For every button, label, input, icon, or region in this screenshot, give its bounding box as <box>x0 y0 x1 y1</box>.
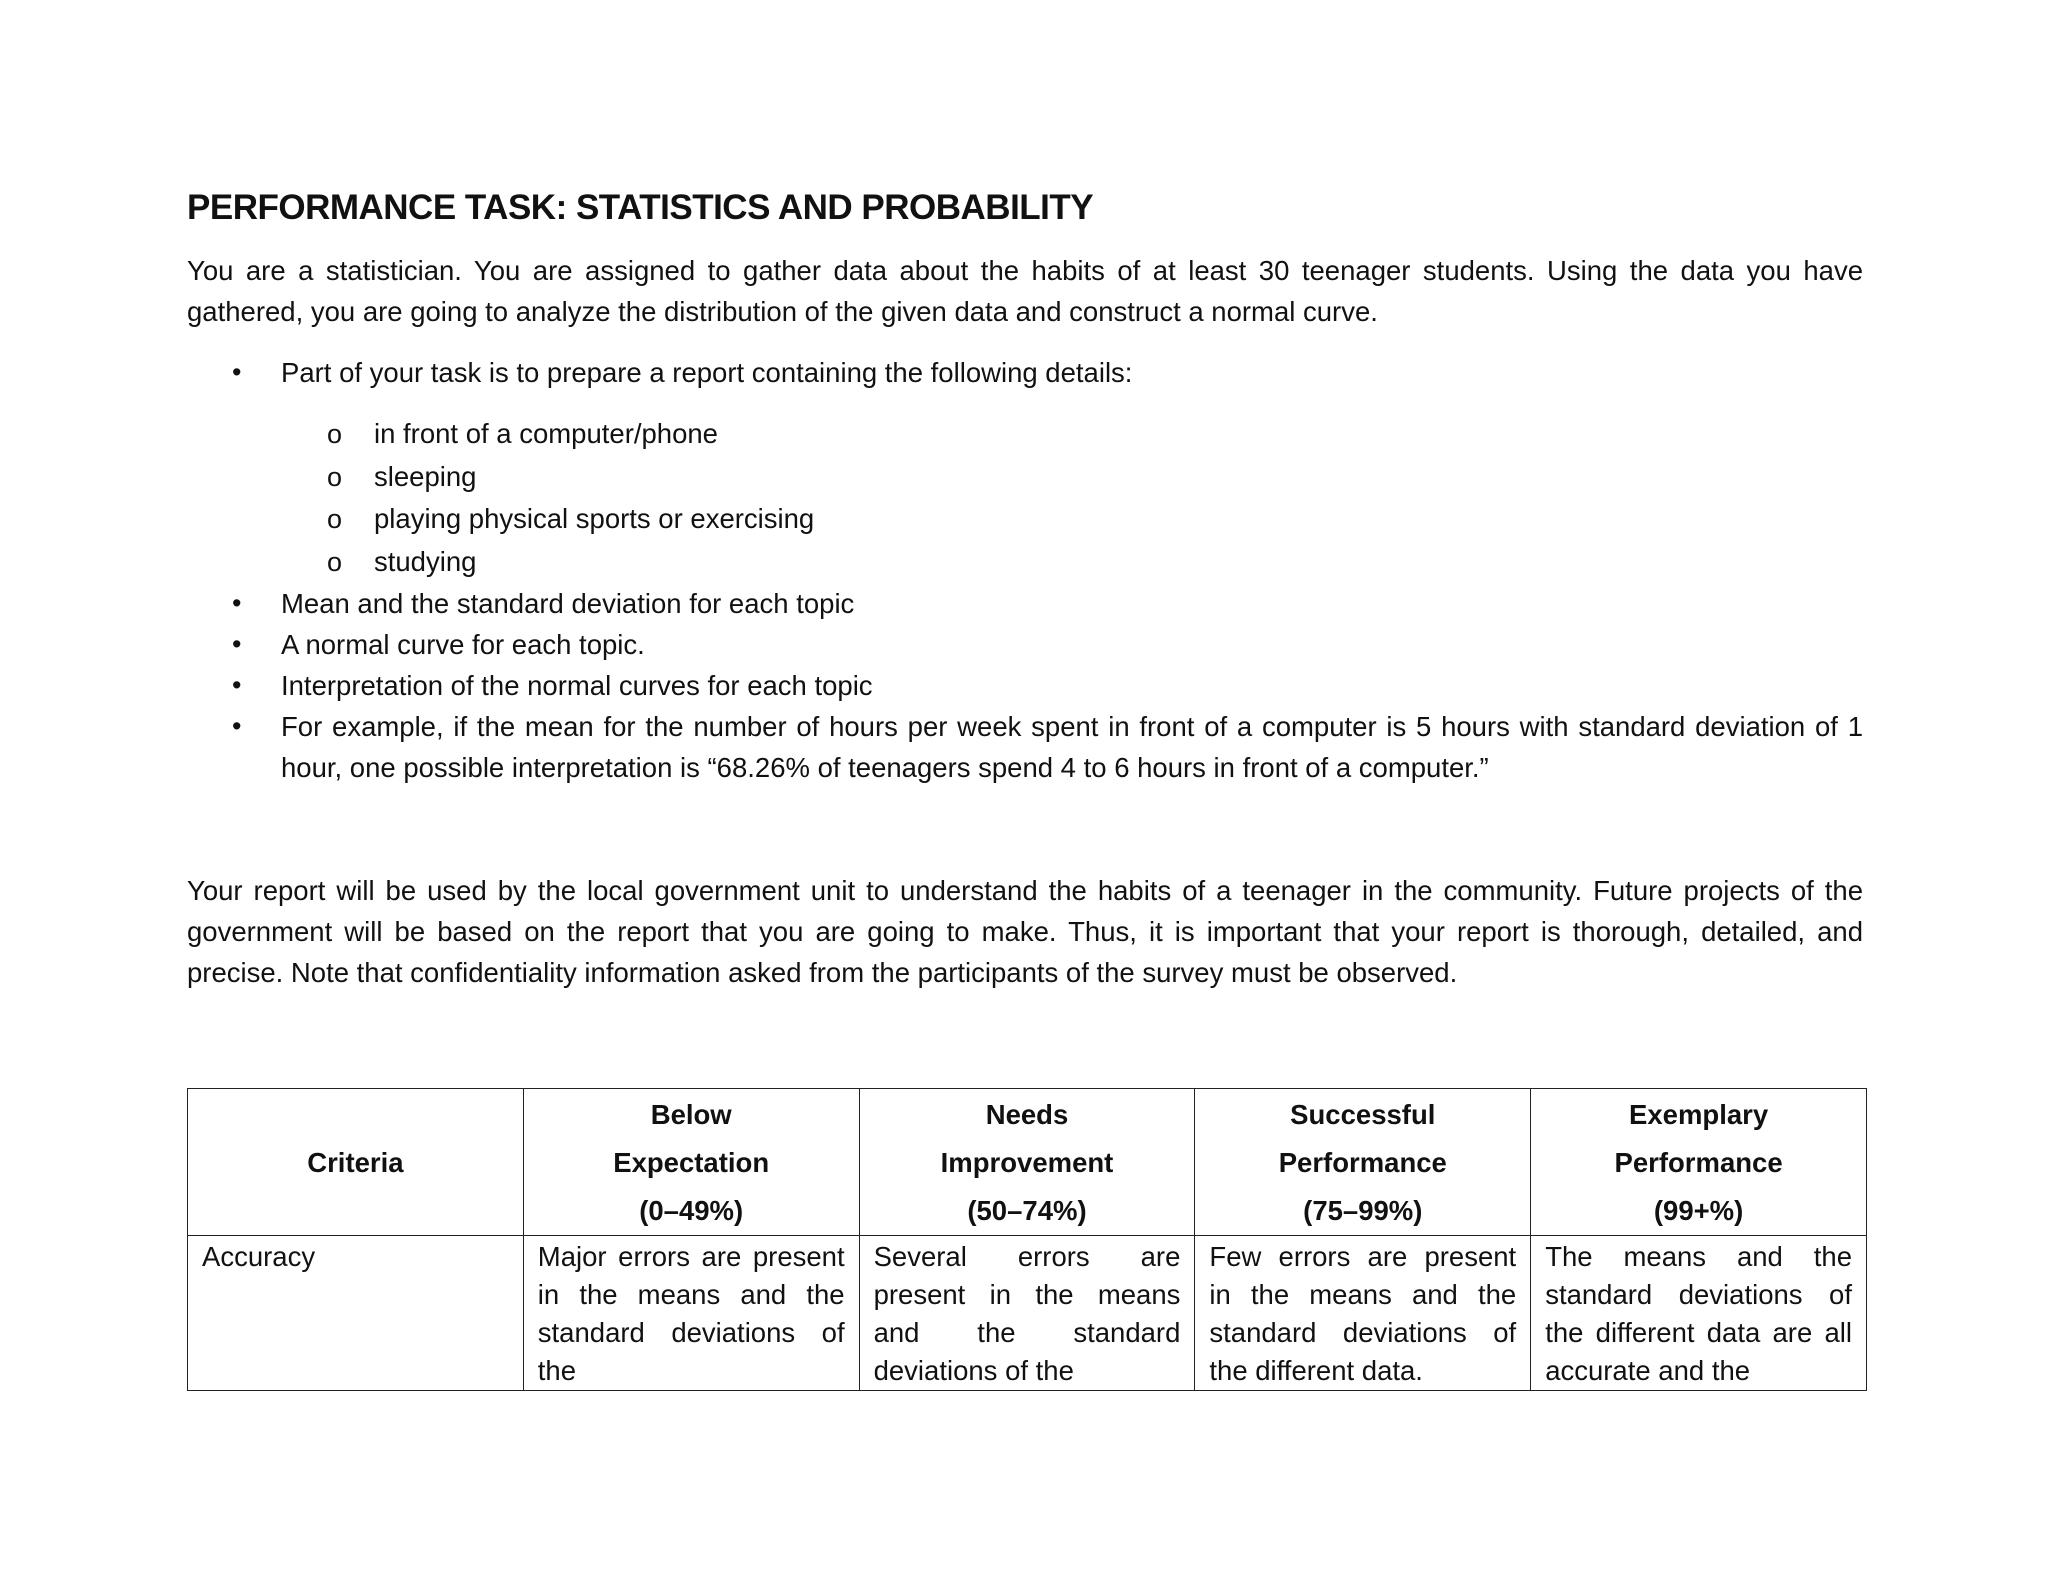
cell-successful-performance: Few errors are present in the means and the standard deviations of the different data. <box>1195 1236 1531 1391</box>
header-line: (50–74%) <box>967 1195 1087 1226</box>
bullet-icon: • <box>232 357 242 387</box>
header-successful-performance <box>1195 1089 1531 1236</box>
circle-bullet-icon: o <box>327 419 343 449</box>
header-line: Exemplary <box>1629 1099 1769 1130</box>
bullet-icon: • <box>232 670 242 700</box>
sub-list-item-text: in front of a computer/phone <box>374 418 718 449</box>
header-line: Successful <box>1290 1099 1436 1130</box>
header-line: Below <box>650 1099 732 1130</box>
sub-list-item-text: studying <box>374 545 477 577</box>
header-line: Performance <box>1614 1147 1783 1178</box>
header-line: Improvement <box>940 1147 1114 1178</box>
task-list <box>187 352 1863 788</box>
header-exemplary-performance <box>1531 1089 1867 1236</box>
sub-list-item-text: playing physical sports or exercising <box>374 503 815 534</box>
list-item <box>187 583 1863 624</box>
sub-list-item <box>187 456 1863 499</box>
cell-exemplary-performance: The means and the standard deviations of the different data are all accurate and the <box>1531 1236 1867 1391</box>
header-line: (99+%) <box>1653 1195 1744 1226</box>
list-item-text: Interpretation of the normal curves for each topic <box>281 670 873 701</box>
list-item-text: A normal curve for each topic. <box>281 629 645 660</box>
header-criteria <box>188 1089 524 1236</box>
header-line: (75–99%) <box>1303 1195 1423 1226</box>
cell-needs-improvement: Several errors are present in the means and the standard deviations of the <box>859 1236 1195 1391</box>
table-header-row <box>188 1089 1867 1236</box>
bullet-icon: • <box>232 629 242 659</box>
bullet-icon: • <box>232 711 242 741</box>
header-line: Expectation <box>613 1147 770 1178</box>
sub-list-item-text: sleeping <box>374 460 477 492</box>
header-below-expectation <box>523 1089 859 1236</box>
bullet-icon: • <box>232 588 242 618</box>
sub-list-item <box>187 413 1863 456</box>
rubric-table <box>187 1088 1867 1391</box>
list-item-text: Mean and the standard deviation for each topic <box>281 588 855 619</box>
intro-paragraph: You are a statistician. You are assigned to gather data about the habits of at least 30 teenager students. Using the data you have gathered, you are going to analyze the distribution of the given data and construct a normal curve. <box>187 255 1863 327</box>
list-item <box>187 665 1863 706</box>
header-line: Criteria <box>307 1147 404 1178</box>
header-line: (0–49%) <box>639 1195 744 1226</box>
sub-list-item <box>187 541 1863 584</box>
circle-bullet-icon: o <box>327 546 343 577</box>
page-title: PERFORMANCE TASK: STATISTICS AND PROBABILITY <box>187 188 1094 227</box>
list-item-text: For example, if the mean for the number of hours per week spent in front of a computer is 5 hours with standard deviation of 1 hour, one possible interpretation is “68.26% of teenagers spend 4 to 6 hours in front of a computer.” <box>281 711 1863 783</box>
header-needs-improvement <box>859 1089 1195 1236</box>
circle-bullet-icon: o <box>327 504 343 534</box>
header-line: Performance <box>1278 1147 1447 1178</box>
sub-list-item <box>187 498 1863 541</box>
cell-below-expectation: Major errors are present in the means and the standard deviations of the <box>523 1236 859 1391</box>
list-item <box>187 706 1863 788</box>
list-item-text: Part of your task is to prepare a report containing the following details: <box>281 357 1133 388</box>
list-item <box>187 352 1863 393</box>
cell-criteria: Accuracy <box>188 1236 524 1391</box>
circle-bullet-icon: o <box>327 461 343 492</box>
closing-paragraph: Your report will be used by the local government unit to understand the habits of a teenager in the community. Future projects of the government will be based on the report that you are going to make. Thus, it is important that your report is thorough, detailed, and precise. Note that confidentiality information asked from the participants of the survey must be observed. <box>187 875 1863 988</box>
document-page <box>187 188 1863 1386</box>
list-item <box>187 624 1863 665</box>
table-row <box>188 1236 1867 1391</box>
header-line: Needs <box>985 1099 1069 1130</box>
